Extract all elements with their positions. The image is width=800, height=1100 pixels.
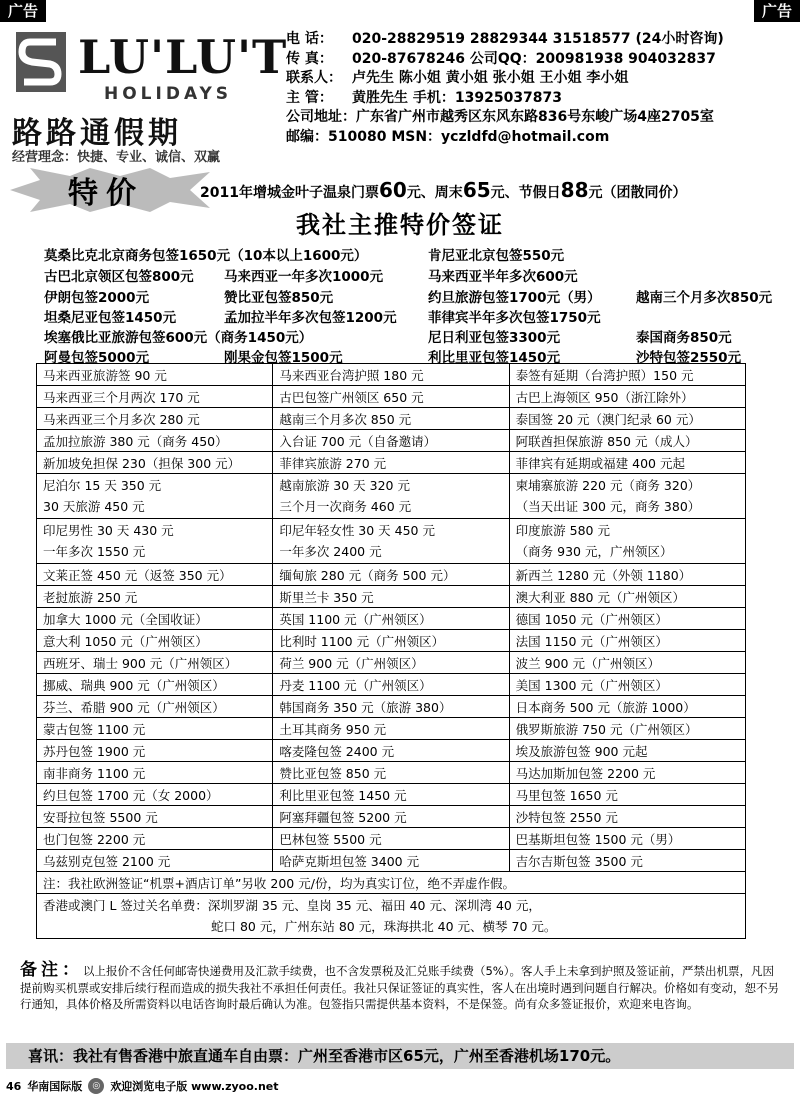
price-cell-line: 俄罗斯旅游 750 元（广州领区） <box>515 721 698 737</box>
footer-website: 欢迎浏览电子版 www.zyoo.net <box>110 1080 279 1093</box>
price-cell <box>273 608 509 630</box>
price-cell <box>273 828 509 850</box>
table-row <box>37 696 746 718</box>
price-cell <box>37 408 273 430</box>
phone-row <box>286 30 796 50</box>
table-row <box>37 364 746 386</box>
hk-fee-line-2: 蛇口 80 元，广州东站 80 元，珠海拱北 40 元、横琴 70 元。 <box>211 919 557 934</box>
price-cell <box>37 718 273 740</box>
featured-item: 刚果金包签1500元 <box>224 350 343 366</box>
price-cell-line: 西班牙、瑞士 900 元（广州领区） <box>43 655 238 671</box>
table-row <box>37 784 746 806</box>
price-cell <box>37 762 273 784</box>
price-cell <box>509 408 745 430</box>
price-cell <box>37 430 273 452</box>
price-cell <box>509 586 745 608</box>
price-cell-line: 韩国商务 350 元（旅游 380） <box>279 699 452 715</box>
table-row <box>37 408 746 430</box>
phone-value: 020-28829519 28829344 31518577 (24小时咨询) <box>352 31 724 47</box>
manager-value: 黄胜先生 手机：13925037873 <box>352 89 563 106</box>
featured-item: 阿曼包签5000元 <box>44 350 150 366</box>
price-cell-line: 马里包签 1650 元 <box>515 787 618 803</box>
price-cell <box>273 430 509 452</box>
price-cell-line: 泰国签 20 元（澳门纪录 60 元） <box>515 411 701 427</box>
promo-price-holiday: 88 <box>560 178 589 202</box>
price-cell-line: 斯里兰卡 350 元 <box>279 589 374 605</box>
price-cell <box>509 718 745 740</box>
featured-item: 孟加拉半年多次包签1200元 <box>224 310 397 326</box>
price-cell <box>273 452 509 474</box>
price-cell <box>273 519 509 564</box>
price-cell <box>509 608 745 630</box>
page-footer <box>6 1078 279 1094</box>
hk-macau-fee-note <box>37 894 746 939</box>
price-cell <box>37 850 273 872</box>
price-cell <box>509 474 745 519</box>
promo-price-weekend: 65 <box>462 178 491 202</box>
table-row <box>37 386 746 408</box>
table-row <box>37 564 746 586</box>
promo-text-d: 元（团散同价） <box>588 185 687 201</box>
price-cell-line: 约旦包签 1700 元（女 2000） <box>43 787 219 803</box>
price-cell-line: 土耳其商务 950 元 <box>279 721 387 737</box>
price-cell-line: 日本商务 500 元（旅游 1000） <box>515 699 696 715</box>
price-cell <box>509 674 745 696</box>
postcode-label: 邮编： <box>286 128 328 145</box>
featured-item: 古巴北京领区包签800元 <box>44 269 194 285</box>
price-cell-line: 巴林包签 5500 元 <box>279 831 382 847</box>
price-cell-line: 哈萨克斯坦包签 3400 元 <box>279 853 420 869</box>
price-cell-line: 古巴上海领区 950（浙江除外） <box>515 389 694 405</box>
contact-block <box>286 30 796 147</box>
table-row <box>37 894 746 939</box>
price-cell-line: 利比里亚包签 1450 元 <box>279 787 407 803</box>
featured-item: 马来西亚半年多次600元 <box>428 269 578 285</box>
table-row <box>37 762 746 784</box>
price-cell-line: 挪威、瑞典 900 元（广州领区） <box>43 677 225 693</box>
price-cell-line: 马来西亚台湾护照 180 元 <box>279 367 424 383</box>
price-cell <box>37 828 273 850</box>
price-cell-line: 丹麦 1100 元（广州领区） <box>279 677 432 693</box>
remarks-section <box>20 962 785 1013</box>
price-cell-line: 德国 1050 元（广州领区） <box>515 611 668 627</box>
hk-fee-line-1: 香港或澳门 L 签过关名单费：深圳罗湖 35 元、皇岗 35 元、福田 40 元、深圳湾 40 元， <box>43 898 541 913</box>
contacts-row <box>286 69 796 89</box>
remarks-text: 以上报价不含任何邮寄快递费用及汇款手续费，也不含发票税及汇兑账手续费（5%）。客人手上未拿到护照及签证前，严禁出机票，凡因提前购买机票或安排后续行程而造成的损失我社不承担任何责任。我社只保证签证的真实性，客人在出境时遇到问题自行解决。价格如有变动，恕不另行通知，具体价格及所需资料以电话咨询时最后确认为准。包签指只需提供基本资料，不是保签。尚有众多签证报价，欢迎来电咨询。 <box>20 964 779 1011</box>
price-cell-line: 老挝旅游 250 元 <box>43 589 138 605</box>
price-cell-line: 30 天旅游 450 元 <box>43 499 145 514</box>
contacts-label: 联系人： <box>286 70 342 86</box>
price-cell <box>273 718 509 740</box>
featured-item: 埃塞俄比亚旅游包签600元（商务1450元） <box>44 330 313 346</box>
price-cell <box>509 828 745 850</box>
price-cell <box>509 850 745 872</box>
featured-item: 莫桑比克北京商务包签1650元（10本以上1600元） <box>44 248 368 264</box>
price-cell-line: 柬埔寨旅游 220 元（商务 320） <box>515 478 701 493</box>
europe-visa-note: 注：我社欧洲签证“机票+酒店订单”另收 200 元/份，均为真实订位，绝不弄虚作假。 <box>37 872 746 894</box>
price-cell <box>509 564 745 586</box>
price-cell <box>509 364 745 386</box>
price-cell-line: 菲律宾有延期或福建 400 元起 <box>515 455 685 471</box>
table-row <box>37 452 746 474</box>
price-cell <box>37 806 273 828</box>
price-cell-line: 巴基斯坦包签 1500 元（男） <box>515 831 681 847</box>
price-cell-line: 沙特包签 2550 元 <box>515 809 618 825</box>
price-cell <box>509 430 745 452</box>
publication-logo-icon: ◎ <box>88 1078 104 1094</box>
price-cell-line: 越南三个月多次 850 元 <box>279 411 412 427</box>
price-cell-line: 南非商务 1100 元 <box>43 765 146 781</box>
fax-label: 传 真： <box>286 50 333 67</box>
price-cell-line: 文莱正签 450 元（返签 350 元） <box>43 567 232 583</box>
price-cell <box>509 452 745 474</box>
price-cell-line: 马来西亚旅游签 90 元 <box>43 367 167 383</box>
price-cell-line: 马达加斯加包签 2200 元 <box>515 765 656 781</box>
price-cell-line: 印尼年轻女性 30 天 450 元 <box>279 523 435 538</box>
table-row <box>37 474 746 519</box>
price-cell <box>37 519 273 564</box>
promo-price-regular: 60 <box>378 178 407 202</box>
price-cell <box>37 364 273 386</box>
price-cell <box>37 740 273 762</box>
ad-label-right: 广告 <box>754 0 800 22</box>
price-cell-line: 阿联酋担保旅游 850 元（成人） <box>515 433 698 449</box>
promo-text-c: 元、节假日 <box>490 185 561 201</box>
table-row <box>37 828 746 850</box>
table-row <box>37 718 746 740</box>
price-cell <box>509 806 745 828</box>
fax-value: 020-87678246 公司QQ：200981938 904032837 <box>352 50 716 67</box>
price-cell <box>37 674 273 696</box>
address-row <box>286 108 796 128</box>
table-row <box>37 872 746 894</box>
price-cell-line: 马来西亚三个月多次 280 元 <box>43 411 200 427</box>
price-cell-line: 喀麦隆包签 2400 元 <box>279 743 395 759</box>
price-cell <box>273 806 509 828</box>
price-cell-line: 一年多次 2400 元 <box>279 544 382 559</box>
manager-row <box>286 89 796 109</box>
price-cell-line: 印度旅游 580 元 <box>515 523 610 538</box>
price-cell-line: 入台证 700 元（自备邀请） <box>279 433 437 449</box>
price-cell-line: 一年多次 1550 元 <box>43 544 146 559</box>
price-cell <box>273 408 509 430</box>
promo-text-a: 2011年增城金叶子温泉门票 <box>200 185 379 201</box>
ad-label-left: 广告 <box>0 0 46 22</box>
price-cell-line: 印尼男性 30 天 430 元 <box>43 523 174 538</box>
price-cell <box>273 652 509 674</box>
table-row <box>37 674 746 696</box>
featured-item: 尼日利亚包签3300元 <box>428 330 561 346</box>
logo-chinese-name: 路路通假期 <box>12 116 182 151</box>
agency-logo <box>8 26 288 166</box>
fax-row <box>286 50 796 70</box>
price-cell-line: 比利时 1100 元（广州领区） <box>279 633 445 649</box>
price-cell-line: 加拿大 1000 元（全国收证） <box>43 611 208 627</box>
price-cell <box>273 630 509 652</box>
logo-slogan: 经营理念：快捷、专业、诚信、双赢 <box>12 150 221 165</box>
price-cell <box>273 762 509 784</box>
special-price-badge: 特价 <box>68 176 144 211</box>
price-cell-line: 法国 1150 元（广州领区） <box>515 633 668 649</box>
featured-item: 约旦旅游包签1700元（男） <box>428 290 601 306</box>
price-cell-line: 意大利 1050 元（广州领区） <box>43 633 208 649</box>
manager-label: 主 管： <box>286 89 333 106</box>
price-cell <box>273 386 509 408</box>
price-cell <box>37 652 273 674</box>
price-cell <box>273 674 509 696</box>
price-cell <box>273 586 509 608</box>
price-cell-line: （商务 930 元，广州领区） <box>515 544 673 559</box>
price-cell <box>273 364 509 386</box>
price-cell <box>509 652 745 674</box>
price-cell-line: 吉尔吉斯包签 3500 元 <box>515 853 643 869</box>
postcode-value: 510080 MSN：yczldfd@hotmail.com <box>328 128 610 145</box>
price-cell-line: 英国 1100 元（广州领区） <box>279 611 432 627</box>
logo-s-mark-icon <box>16 32 66 92</box>
price-cell <box>509 386 745 408</box>
table-row <box>37 850 746 872</box>
price-cell <box>509 696 745 718</box>
phone-label: 电 话： <box>286 31 333 47</box>
price-cell-line: 芬兰、希腊 900 元（广州领区） <box>43 699 225 715</box>
price-cell-line: 波兰 900 元（广州领区） <box>515 655 660 671</box>
price-cell <box>273 740 509 762</box>
price-cell-line: 埃及旅游包签 900 元起 <box>515 743 648 759</box>
price-cell-line: 三个月一次商务 460 元 <box>279 499 412 514</box>
price-cell <box>273 850 509 872</box>
promo-text-b: 元、周末 <box>406 185 463 201</box>
contacts-value: 卢先生 陈小姐 黄小姐 张小姐 王小姐 李小姐 <box>352 70 629 86</box>
price-cell-line: 泰签有延期（台湾护照）150 元 <box>515 367 694 383</box>
price-cell-line: 苏丹包签 1900 元 <box>43 743 146 759</box>
price-cell-line: 也门包签 2200 元 <box>43 831 146 847</box>
postcode-row <box>286 128 796 148</box>
price-cell-line: 美国 1300 元（广州领区） <box>515 677 668 693</box>
price-cell-line: 马来西亚三个月两次 170 元 <box>43 389 200 405</box>
publication-name: 华南国际版 <box>27 1080 83 1093</box>
table-row <box>37 630 746 652</box>
price-cell <box>37 630 273 652</box>
visa-price-table <box>36 363 746 939</box>
price-cell <box>509 630 745 652</box>
price-cell-line: 赞比亚包签 850 元 <box>279 765 387 781</box>
table-row <box>37 430 746 452</box>
price-cell <box>37 386 273 408</box>
address-value: 广东省广州市越秀区东风东路836号东峻广场4座2705室 <box>356 109 714 125</box>
visa-notes-body <box>37 872 746 939</box>
price-cell <box>509 519 745 564</box>
table-row <box>37 740 746 762</box>
table-row <box>37 586 746 608</box>
table-row <box>37 608 746 630</box>
price-cell-line: 新西兰 1280 元（外领 1180） <box>515 567 692 583</box>
hot-spring-promo <box>200 178 687 202</box>
page-number: 46 <box>6 1079 22 1093</box>
price-cell-line: 越南旅游 30 天 320 元 <box>279 478 410 493</box>
featured-item: 利比里亚包签1450元 <box>428 350 561 366</box>
featured-item: 越南三个月多次850元 <box>636 290 773 306</box>
price-cell-line: （当天出证 300 元，商务 380） <box>515 499 701 514</box>
price-cell <box>509 740 745 762</box>
price-cell-line: 安哥拉包签 5500 元 <box>43 809 158 825</box>
price-cell-line: 澳大利亚 880 元（广州领区） <box>515 589 685 605</box>
featured-item: 泰国商务850元 <box>636 330 732 346</box>
table-row <box>37 519 746 564</box>
price-cell <box>273 784 509 806</box>
table-row <box>37 806 746 828</box>
good-news-bulletin: 喜讯：我社有售香港中旅直通车自由票：广州至香港市区65元，广州至香港机场170元。 <box>6 1043 794 1069</box>
featured-item: 沙特包签2550元 <box>636 350 742 366</box>
price-cell-line: 古巴包签广州领区 650 元 <box>279 389 424 405</box>
price-cell <box>37 608 273 630</box>
price-cell <box>37 452 273 474</box>
logo-holidays-text: HOLIDAYS <box>104 84 233 104</box>
price-cell <box>273 474 509 519</box>
price-cell-line: 尼泊尔 15 天 350 元 <box>43 478 162 493</box>
price-cell <box>37 586 273 608</box>
featured-item: 伊朗包签2000元 <box>44 290 150 306</box>
price-cell <box>37 474 273 519</box>
price-cell-line: 孟加拉旅游 380 元（商务 450） <box>43 433 228 449</box>
featured-item: 坦桑尼亚包签1450元 <box>44 310 177 326</box>
visa-price-table-body <box>37 364 746 872</box>
featured-item: 马来西亚一年多次1000元 <box>224 269 384 285</box>
price-cell-line: 蒙古包签 1100 元 <box>43 721 146 737</box>
featured-visa-title: 我社主推特价签证 <box>296 211 504 239</box>
price-cell-line: 荷兰 900 元（广州领区） <box>279 655 424 671</box>
price-cell-line: 新加坡免担保 230（担保 300 元） <box>43 455 241 471</box>
price-cell-line: 缅甸旅 280 元（商务 500 元） <box>279 567 456 583</box>
featured-item: 菲律宾半年多次包签1750元 <box>428 310 601 326</box>
address-label: 公司地址： <box>286 109 356 125</box>
price-cell <box>37 564 273 586</box>
logo-brand-text: LU'LU'T <box>78 30 288 84</box>
price-cell <box>37 696 273 718</box>
price-cell <box>509 762 745 784</box>
price-cell <box>37 784 273 806</box>
price-cell <box>509 784 745 806</box>
price-cell <box>273 696 509 718</box>
price-cell-line: 菲律宾旅游 270 元 <box>279 455 387 471</box>
remarks-label: 备注： <box>20 960 83 980</box>
price-cell-line: 阿塞拜疆包签 5200 元 <box>279 809 407 825</box>
featured-item: 肯尼亚北京包签550元 <box>428 248 565 264</box>
featured-item: 赞比亚包签850元 <box>224 290 334 306</box>
price-cell <box>273 564 509 586</box>
price-cell-line: 乌兹别克包签 2100 元 <box>43 853 171 869</box>
table-row <box>37 652 746 674</box>
